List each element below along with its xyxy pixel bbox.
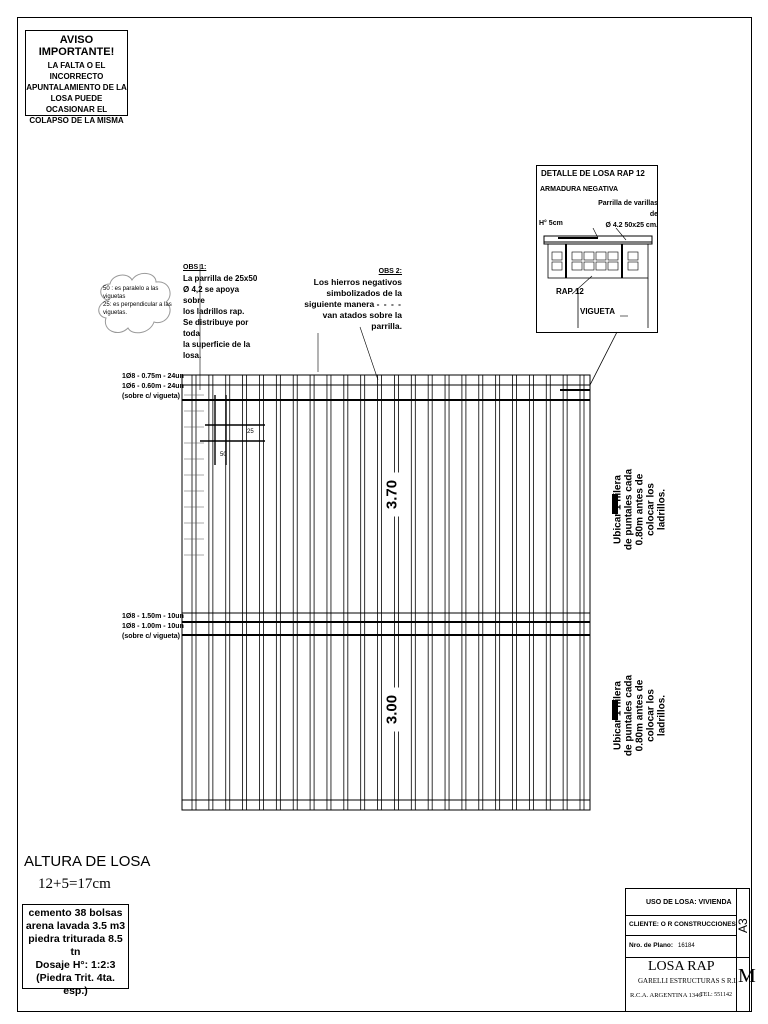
tb-scale: M [738,965,756,987]
materials-box [22,904,129,997]
detail-parrilla-label: Parrilla de varillas de Ø 4.2 50x25 cm. [598,200,658,229]
title-block [625,888,756,1012]
tb-format: A3 [736,918,750,933]
divider [736,889,737,1011]
tb-plano-value: 16184 [678,943,695,949]
divider [626,915,736,916]
puntales-note-bottom: Ubicar 1 hilera de puntales cada 0.80m antes de colocar los ladrillos. [612,674,668,757]
span-top-dimension: 3.70 [384,473,401,517]
detail-rap-label: RAP 12 [556,287,584,296]
obs2-line: Los hierros negativos [313,277,402,287]
negatives-mid-note [122,612,184,642]
material-line: arena lavada 3.5 m3 [25,920,126,932]
mesh-25-label: 25 [247,429,254,435]
detail-vigueta-label: VIGUETA [580,307,615,316]
detail-h-label: H° 5cm [539,220,563,227]
negative-spec: 1Ø8 - 1.50m - 10un [122,613,184,620]
cloud-note-line: 25: es perpendicular a las [103,302,172,308]
cloud-note-line: viguetas. [103,310,128,316]
warning-line: LOSA PUEDE OCASIONAR EL [45,94,108,114]
obs1-line: Se distribuye por toda [183,318,249,338]
material-line: cemento 38 bolsas [28,907,123,919]
obs2-line: siguiente manera - - - - [304,299,402,309]
obs2-line: van atados sobre la parrilla. [322,310,402,331]
obs1-line: Ø 4,2 se apoya sobre [183,285,240,305]
tb-losa: LOSA RAP [648,959,715,974]
puntales-note-top: Ubicar 1 hilera de puntales cada 0.80m antes de colocar los ladrillos. [612,468,668,551]
tb-plano-label: Nro. de Plano: [629,942,674,949]
obs1-line: los ladrillos rap. [183,307,245,316]
material-line: (Piedra Trit. 4ta. esp.) [36,972,115,997]
obs1-title: OBS 1: [183,264,207,271]
negatives-top-note [122,372,184,402]
warning-title: AVISO IMPORTANTE! [38,34,115,58]
negative-spec: (sobre c/ vigueta) [122,633,180,640]
warning-line: COLAPSO DE LA MISMA [29,116,124,125]
tb-tel: TEL: 551142 [700,992,732,998]
negative-spec: (sobre c/ vigueta) [122,393,180,400]
tb-cliente: CLIENTE: O R CONSTRUCCIONES [629,921,736,928]
material-line: piedra triturada 8.5 tn [28,933,123,958]
slab-outline [182,375,590,810]
material-line: Dosaje H°: 1:2:3 [35,959,116,971]
altura-value: 12+5=17cm [38,876,111,892]
cloud-note-line: 50 : es paralelo a las [103,286,159,292]
obs1-line: la superficie de la losa. [183,340,251,360]
tb-company: GARELLI ESTRUCTURAS S R.L [638,977,738,985]
obs2-line: simbolizados de la [326,288,402,298]
negative-spec: 1Ø8 - 1.00m - 10un [122,623,184,630]
negative-spec: 1Ø6 - 0.60m - 24un [122,383,184,390]
obs2-title: OBS 2: [378,268,402,275]
obs1-line: La parrilla de 25x50 [183,274,258,283]
warning-line: APUNTALAMIENTO DE LA [26,83,127,92]
negative-spec: 1Ø8 - 0.75m - 24un [122,373,184,380]
divider [736,957,749,958]
warning-line: LA FALTA O EL INCORRECTO [47,61,106,81]
mesh-50-label: 50 [220,452,227,458]
divider [626,935,736,936]
tb-address: R.C.A. ARGENTINA 1346 [630,992,702,999]
altura-title: ALTURA DE LOSA [24,853,151,870]
cloud-note-line: viguetas [103,294,126,300]
divider [626,957,736,958]
detail-title: DETALLE DE LOSA RAP 12 [541,169,645,178]
span-bottom-dimension: 3.00 [384,688,401,732]
tb-uso: USO DE LOSA: VIVIENDA [646,899,732,906]
detail-armadura-label: ARMADURA NEGATIVA [540,186,619,193]
